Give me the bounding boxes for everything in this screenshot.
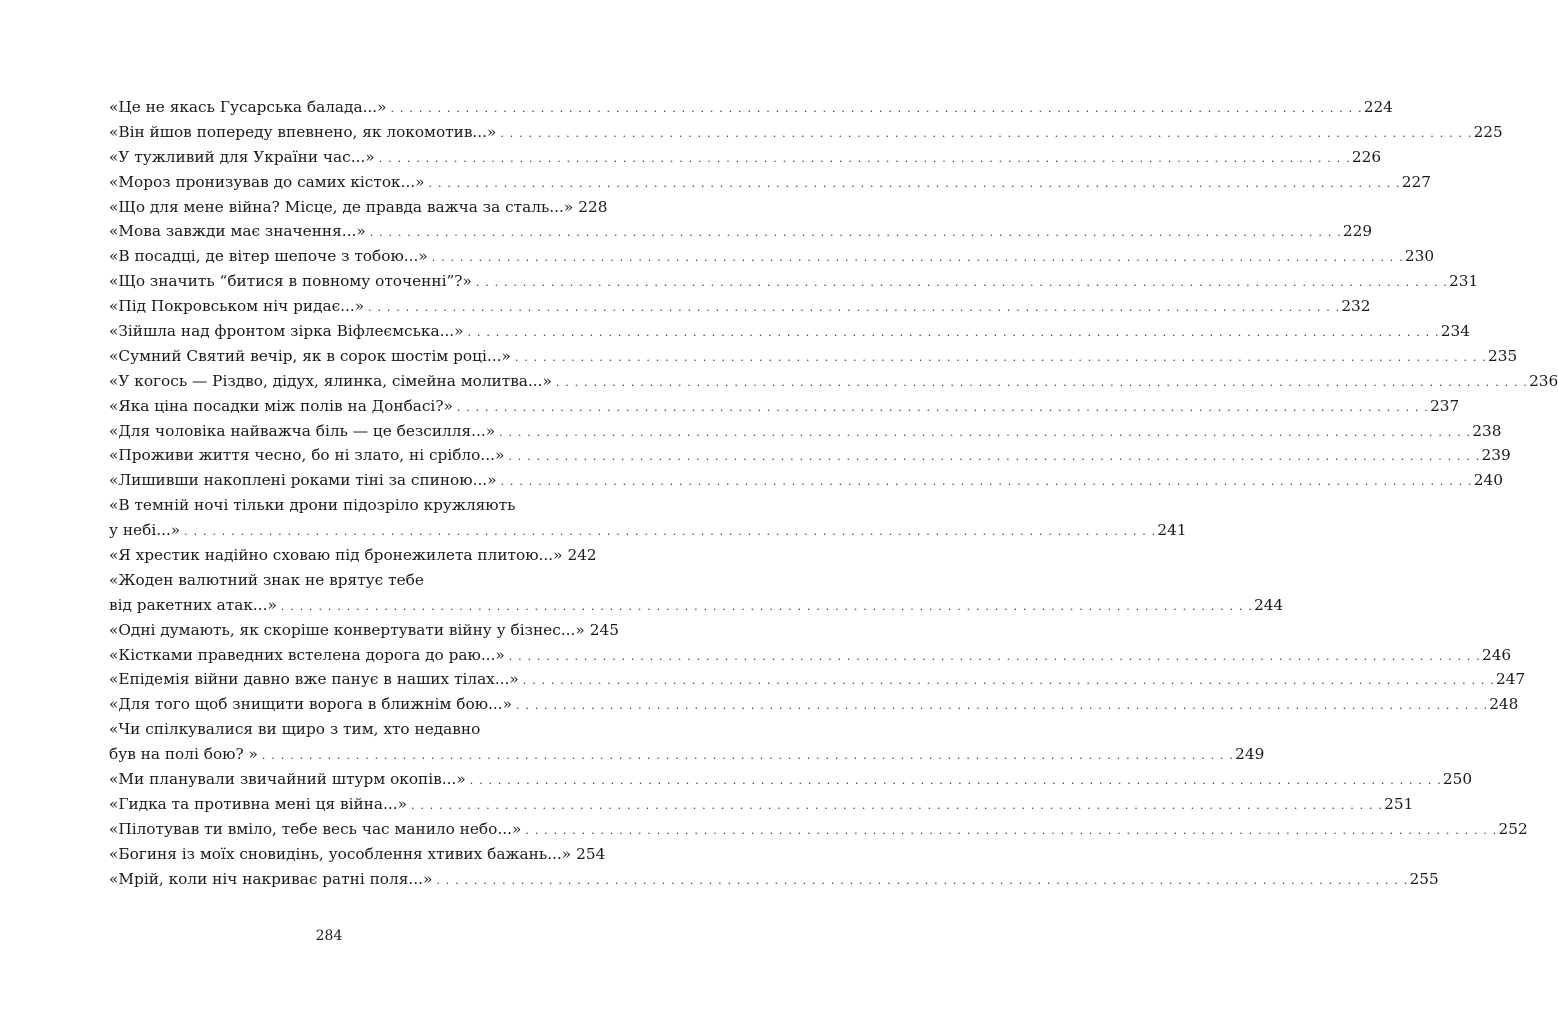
toc-entry-page: 224	[1363, 98, 1393, 116]
toc-entry-title: «Пілотував ти вміло, тебе весь час манило небо...»	[109, 819, 522, 838]
toc-entry-title: «Чи спілкувалися ви щиро з тим, хто недавно	[109, 720, 481, 739]
toc-entry-page: 245	[589, 620, 619, 639]
toc-entry-title: «Одні думають, як скоріше конвертувати війну у бізнес...»	[109, 620, 585, 639]
toc-entry	[109, 195, 608, 220]
toc-entry-title: «Яка ціна посадки між полів на Донбасі?»	[109, 396, 453, 415]
toc-entry-title: «В посадці, де вітер шепоче з тобою...»	[109, 247, 428, 266]
toc-entry	[109, 593, 1284, 618]
toc-entry-page: 238	[1472, 421, 1502, 440]
toc-entry	[109, 369, 1558, 394]
page-number: 284	[315, 928, 343, 944]
toc-entry-title: «Для того щоб знищити ворога в ближнім бою...»	[109, 695, 512, 714]
toc-entry	[109, 717, 596, 742]
toc-entry-leader-dots	[468, 319, 1440, 346]
toc-entry-title: «Епідемія війни давно вже панує в наших тілах...»	[109, 670, 519, 689]
toc-entry-title: «Кістками праведних встелена дорога до раю...»	[109, 645, 505, 664]
toc-entry-title: «Гидка та противна мені ця війна...»	[109, 794, 407, 813]
toc-entry-leader-dots	[184, 518, 1156, 545]
toc-entry-title: «В темній ночі тільки дрони підозріло кружляють	[109, 496, 516, 515]
toc-entry	[109, 543, 596, 568]
toc-entry-leader-dots	[429, 170, 1401, 197]
toc-entry-page: 226	[1351, 147, 1382, 166]
toc-entry-leader-dots	[457, 394, 1429, 421]
toc-entry-page: 231	[1449, 272, 1479, 291]
toc-entry	[109, 767, 1473, 792]
toc-entry-leader-dots	[500, 120, 1472, 147]
toc-entry	[109, 269, 1479, 294]
toc-entry	[109, 294, 1371, 319]
toc-entry-title: «Він йшов попереду впевнено, як локомотив...»	[109, 122, 497, 141]
toc-entry-page: 241	[1157, 521, 1187, 540]
toc-entry-title: був на полі бою? »	[109, 745, 258, 764]
toc-entry-leader-dots	[262, 742, 1234, 769]
toc-entry-title: «Жоден валютний знак не врятує тебе	[109, 570, 424, 589]
toc-entry-leader-dots	[556, 369, 1528, 396]
toc-entry-leader-dots	[509, 643, 1481, 670]
toc-entry-page: 254	[576, 844, 606, 863]
toc-entry-page: 251	[1384, 794, 1414, 813]
toc-entry	[109, 344, 1518, 369]
toc-entry-leader-dots	[516, 692, 1488, 719]
toc-entry-title: «Я хрестик надійно схoваю під бронежилета плитою...»	[109, 546, 563, 565]
toc-entry-title: «Проживи життя чесно, бо ні злато, ні срібло...»	[109, 446, 505, 465]
toc-entry	[109, 244, 1435, 269]
toc-entry	[109, 219, 1373, 244]
toc-entry-page: 229	[1342, 222, 1373, 241]
toc-entry	[109, 319, 1470, 344]
toc-entry-leader-dots	[436, 867, 1408, 894]
toc-entry	[109, 643, 1512, 668]
toc-entry-page: 246	[1481, 645, 1512, 664]
toc-entry-title: «Мороз пронизував до самих кісток...»	[109, 172, 425, 191]
toc-entry-title: «Мрій, коли ніч накриває ратні поля...»	[109, 869, 433, 888]
toc-entry	[109, 170, 1431, 195]
toc-entry-leader-dots	[470, 767, 1442, 794]
toc-entry-page: 244	[1254, 595, 1284, 614]
toc-entry-title: «Ми планували звичайний штурм окопів...»	[109, 770, 466, 789]
toc-entry-title: від ракетних атак...»	[109, 595, 277, 614]
toc-entry	[109, 692, 1519, 717]
toc-entry-title: «Під Покровськом ніч ридає...»	[109, 297, 365, 316]
toc-entry	[109, 95, 1393, 120]
toc-entry-page: 237	[1430, 396, 1460, 415]
toc-entry-page: 240	[1473, 471, 1503, 490]
toc-entry-leader-dots	[508, 443, 1480, 470]
toc-entry-page: 250	[1442, 770, 1473, 789]
toc-entry	[109, 792, 1414, 817]
toc-entry-leader-dots	[432, 244, 1404, 271]
toc-entry	[109, 443, 1511, 468]
toc-entry-page: 248	[1489, 695, 1519, 714]
toc-entry-title: «Богиня із моїх сновидінь, уособлення хтивих бажань...»	[109, 844, 572, 863]
table-of-contents	[109, 95, 1558, 892]
toc-entry-page: 235	[1488, 346, 1518, 365]
toc-entry-page: 232	[1341, 297, 1371, 316]
toc-entry-title: «Для чоловіка найважча біль — це безсилля...»	[109, 421, 496, 440]
toc-entry-title: «Що значить “битися в повному оточенні”?»	[109, 272, 472, 291]
toc-entry-leader-dots	[499, 419, 1471, 446]
toc-entry-title: у небі...»	[109, 521, 181, 540]
toc-entry-title: «Лишивши накоплені роками тіні за спиною...»	[109, 471, 497, 490]
toc-entry	[109, 568, 596, 593]
toc-entry-title: «У тужливий для України час...»	[109, 147, 375, 166]
toc-entry-page: 225	[1473, 122, 1503, 141]
toc-entry-leader-dots	[411, 792, 1383, 819]
toc-entry-title: «У когось — Різдво, дідух, ялинка, сімейна молитва...»	[109, 371, 552, 390]
toc-entry-title: «Сумний Святий вечір, як в сорок шостім році...»	[109, 346, 511, 365]
toc-entry-leader-dots	[391, 95, 1363, 122]
toc-entry-leader-dots	[525, 817, 1497, 844]
toc-entry-leader-dots	[501, 468, 1473, 495]
toc-entry	[109, 618, 619, 643]
toc-entry	[109, 667, 1526, 692]
toc-entry-leader-dots	[379, 145, 1351, 172]
toc-entry-title: «Що для мене війна? Місце, де правда важча за сталь...»	[109, 197, 574, 216]
toc-entry	[109, 419, 1502, 444]
toc-entry	[109, 742, 1265, 767]
toc-entry-title: «Мова завжди має значення...»	[109, 222, 366, 241]
toc-entry-page: 249	[1235, 745, 1265, 764]
toc-entry	[109, 120, 1503, 145]
toc-entry-page: 236	[1529, 371, 1558, 390]
toc-entry	[109, 468, 1503, 493]
toc-entry-page: 252	[1498, 819, 1528, 838]
toc-entry	[109, 493, 596, 518]
toc-entry-title: «Зійшла над фронтом зірка Віфлеємська...»	[109, 322, 464, 341]
toc-entry-page: 228	[578, 197, 608, 216]
toc-entry-title: «Це не якась Гусарська балада...»	[109, 98, 387, 116]
toc-entry-page: 230	[1404, 247, 1435, 266]
toc-entry-leader-dots	[476, 269, 1448, 296]
toc-entry-page: 234	[1440, 322, 1470, 341]
toc-entry-page: 227	[1401, 172, 1431, 191]
toc-entry	[109, 817, 1528, 842]
toc-entry	[109, 518, 1187, 543]
toc-entry-page: 247	[1495, 670, 1526, 689]
toc-entry-page: 239	[1481, 446, 1511, 465]
toc-entry	[109, 145, 1382, 170]
toc-entry-page: 242	[567, 546, 597, 565]
toc-entry-leader-dots	[515, 344, 1487, 371]
toc-entry	[109, 394, 1460, 419]
toc-entry-leader-dots	[370, 219, 1342, 246]
toc-entry-leader-dots	[281, 593, 1253, 620]
toc-entry-leader-dots	[368, 294, 1340, 321]
toc-entry	[109, 867, 1439, 892]
toc-entry-page: 255	[1409, 869, 1439, 888]
toc-entry-leader-dots	[523, 667, 1495, 694]
toc-entry	[109, 842, 606, 867]
